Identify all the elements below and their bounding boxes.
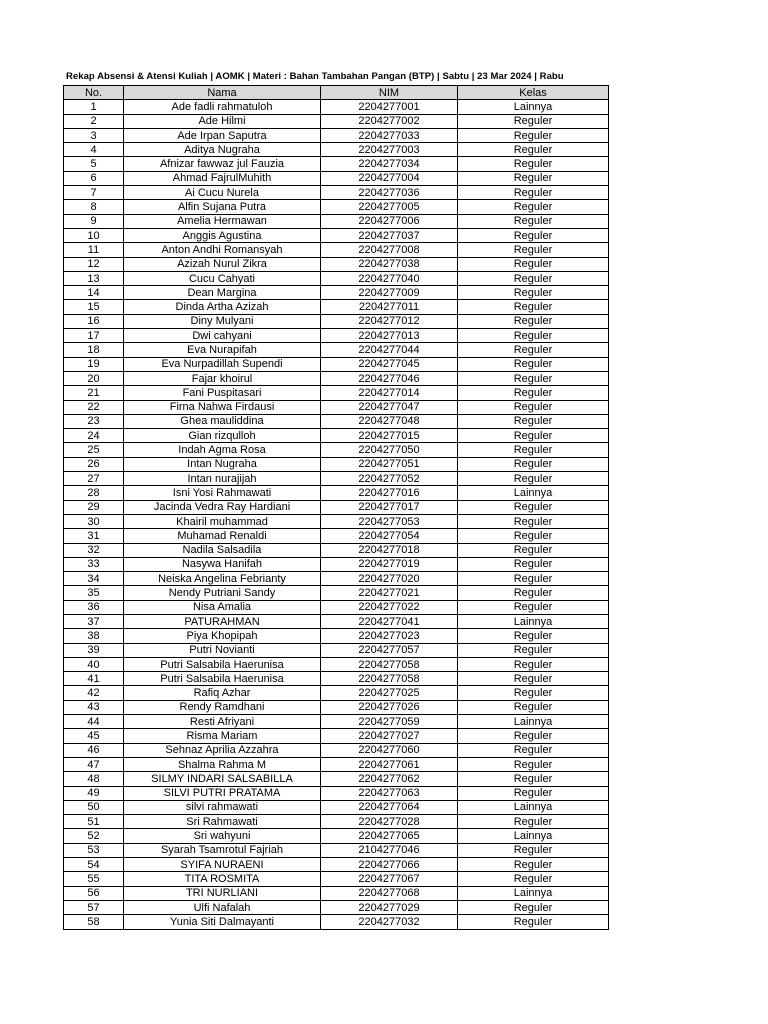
cell-no: 58 (64, 915, 124, 929)
cell-nim: 2204277063 (321, 786, 458, 800)
cell-nama: Neiska Angelina Febrianty (124, 572, 321, 586)
cell-nim: 2204277059 (321, 715, 458, 729)
cell-no: 38 (64, 629, 124, 643)
table-row (64, 629, 609, 643)
cell-nim: 2204277012 (321, 314, 458, 328)
cell-kelas: Reguler (458, 171, 609, 185)
cell-no: 49 (64, 786, 124, 800)
cell-nim: 2204277034 (321, 157, 458, 171)
table-row (64, 357, 609, 371)
cell-no: 4 (64, 143, 124, 157)
table-row (64, 228, 609, 242)
cell-no: 41 (64, 672, 124, 686)
table-row (64, 343, 609, 357)
table-row (64, 772, 609, 786)
table-row (64, 557, 609, 571)
cell-no: 27 (64, 472, 124, 486)
cell-kelas: Reguler (458, 186, 609, 200)
cell-nim: 2204277038 (321, 257, 458, 271)
cell-kelas: Reguler (458, 529, 609, 543)
cell-nim: 2204277040 (321, 271, 458, 285)
cell-kelas: Reguler (458, 357, 609, 371)
cell-nama: SYIFA NURAENI (124, 858, 321, 872)
cell-no: 29 (64, 500, 124, 514)
cell-nim: 2204277058 (321, 672, 458, 686)
table-row (64, 643, 609, 657)
cell-no: 18 (64, 343, 124, 357)
cell-nim: 2204277001 (321, 100, 458, 114)
cell-kelas: Reguler (458, 371, 609, 385)
cell-kelas: Reguler (458, 228, 609, 242)
table-row (64, 300, 609, 314)
cell-nim: 2204277052 (321, 472, 458, 486)
cell-kelas: Reguler (458, 557, 609, 571)
table-row (64, 900, 609, 914)
cell-nim: 2204277002 (321, 114, 458, 128)
cell-nim: 2204277061 (321, 757, 458, 771)
cell-nim: 2204277029 (321, 900, 458, 914)
cell-nama: Azizah Nurul Zikra (124, 257, 321, 271)
table-row (64, 500, 609, 514)
table-row (64, 429, 609, 443)
cell-nim: 2204277004 (321, 171, 458, 185)
cell-nama: TITA ROSMITA (124, 872, 321, 886)
cell-no: 9 (64, 214, 124, 228)
cell-kelas: Reguler (458, 286, 609, 300)
cell-no: 33 (64, 557, 124, 571)
cell-nama: Syarah Tsamrotul Fajriah (124, 843, 321, 857)
table-row (64, 614, 609, 628)
cell-nama: Ade Irpan Saputra (124, 128, 321, 142)
cell-nim: 2204277008 (321, 243, 458, 257)
cell-nim: 2204277020 (321, 572, 458, 586)
cell-nama: Anton Andhi Romansyah (124, 243, 321, 257)
cell-kelas: Reguler (458, 114, 609, 128)
cell-no: 24 (64, 429, 124, 443)
table-row (64, 715, 609, 729)
cell-nim: 2204277054 (321, 529, 458, 543)
cell-kelas: Reguler (458, 572, 609, 586)
cell-nim: 2204277057 (321, 643, 458, 657)
cell-nama: Nadila Salsadila (124, 543, 321, 557)
header-no: No. (64, 86, 124, 100)
cell-no: 19 (64, 357, 124, 371)
attendance-table (63, 85, 609, 930)
cell-nama: SILVI PUTRI PRATAMA (124, 786, 321, 800)
cell-no: 22 (64, 400, 124, 414)
header-kelas: Kelas (458, 86, 609, 100)
table-row (64, 514, 609, 528)
cell-nim: 2204277015 (321, 429, 458, 443)
cell-no: 56 (64, 886, 124, 900)
cell-nama: Intan nurajijah (124, 472, 321, 486)
cell-kelas: Lainnya (458, 829, 609, 843)
cell-nama: Nendy Putriani Sandy (124, 586, 321, 600)
cell-no: 7 (64, 186, 124, 200)
cell-nim: 2204277028 (321, 815, 458, 829)
cell-kelas: Reguler (458, 843, 609, 857)
cell-no: 42 (64, 686, 124, 700)
cell-kelas: Reguler (458, 157, 609, 171)
table-row (64, 529, 609, 543)
table-row (64, 672, 609, 686)
cell-no: 16 (64, 314, 124, 328)
cell-nim: 2204277066 (321, 858, 458, 872)
cell-nama: Nasywa Hanifah (124, 557, 321, 571)
cell-kelas: Reguler (458, 414, 609, 428)
cell-nim: 2204277005 (321, 200, 458, 214)
cell-nama: Sri Rahmawati (124, 815, 321, 829)
table-row (64, 858, 609, 872)
cell-no: 5 (64, 157, 124, 171)
table-row (64, 886, 609, 900)
cell-nim: 2204277051 (321, 457, 458, 471)
cell-no: 17 (64, 329, 124, 343)
cell-kelas: Lainnya (458, 614, 609, 628)
table-row (64, 457, 609, 471)
table-row (64, 200, 609, 214)
cell-nama: Anggis Agustina (124, 228, 321, 242)
cell-nama: Muhamad Renaldi (124, 529, 321, 543)
cell-nama: Nisa Amalia (124, 600, 321, 614)
cell-nim: 2204277023 (321, 629, 458, 643)
cell-kelas: Reguler (458, 672, 609, 686)
cell-no: 31 (64, 529, 124, 543)
cell-nama: Eva Nurpadillah Supendi (124, 357, 321, 371)
cell-kelas: Reguler (458, 543, 609, 557)
cell-nim: 2204277006 (321, 214, 458, 228)
cell-no: 35 (64, 586, 124, 600)
table-row (64, 114, 609, 128)
cell-no: 54 (64, 858, 124, 872)
cell-nim: 2204277068 (321, 886, 458, 900)
cell-nama: Yunia Siti Dalmayanti (124, 915, 321, 929)
cell-no: 48 (64, 772, 124, 786)
cell-nama: Ade fadli rahmatuloh (124, 100, 321, 114)
cell-kelas: Reguler (458, 214, 609, 228)
cell-kelas: Reguler (458, 143, 609, 157)
cell-kelas: Reguler (458, 815, 609, 829)
cell-kelas: Lainnya (458, 886, 609, 900)
cell-kelas: Lainnya (458, 100, 609, 114)
cell-nama: Eva Nurapifah (124, 343, 321, 357)
cell-kelas: Reguler (458, 858, 609, 872)
cell-no: 14 (64, 286, 124, 300)
cell-nim: 2204277060 (321, 743, 458, 757)
cell-kelas: Reguler (458, 500, 609, 514)
table-row (64, 186, 609, 200)
cell-nim: 2204277046 (321, 371, 458, 385)
cell-kelas: Reguler (458, 686, 609, 700)
cell-no: 8 (64, 200, 124, 214)
cell-no: 55 (64, 872, 124, 886)
table-row (64, 786, 609, 800)
cell-kelas: Reguler (458, 643, 609, 657)
cell-nama: Dwi cahyani (124, 329, 321, 343)
table-row (64, 757, 609, 771)
table-row (64, 157, 609, 171)
cell-kelas: Reguler (458, 514, 609, 528)
cell-kelas: Reguler (458, 257, 609, 271)
cell-no: 21 (64, 386, 124, 400)
cell-nim: 2204277048 (321, 414, 458, 428)
cell-nama: Resti Afriyani (124, 715, 321, 729)
table-row (64, 600, 609, 614)
cell-nama: Dean Margina (124, 286, 321, 300)
cell-no: 53 (64, 843, 124, 857)
cell-kelas: Reguler (458, 314, 609, 328)
cell-nama: Alfin Sujana Putra (124, 200, 321, 214)
table-row (64, 414, 609, 428)
cell-kelas: Reguler (458, 329, 609, 343)
cell-kelas: Reguler (458, 457, 609, 471)
table-row (64, 371, 609, 385)
cell-no: 40 (64, 657, 124, 671)
cell-no: 25 (64, 443, 124, 457)
table-row (64, 815, 609, 829)
cell-nama: silvi rahmawati (124, 800, 321, 814)
cell-nim: 2204277018 (321, 543, 458, 557)
cell-no: 32 (64, 543, 124, 557)
cell-kelas: Reguler (458, 629, 609, 643)
cell-no: 44 (64, 715, 124, 729)
table-row (64, 843, 609, 857)
cell-no: 23 (64, 414, 124, 428)
table-row (64, 743, 609, 757)
cell-nama: Putri Salsabila Haerunisa (124, 672, 321, 686)
cell-kelas: Reguler (458, 729, 609, 743)
table-row (64, 171, 609, 185)
document-title: Rekap Absensi & Atensi Kuliah | AOMK | Materi : Bahan Tambahan Pangan (BTP) | Sabtu | 23 Mar 2024 | Rabu (66, 71, 564, 82)
cell-no: 2 (64, 114, 124, 128)
cell-nama: PATURAHMAN (124, 614, 321, 628)
cell-kelas: Reguler (458, 700, 609, 714)
cell-nim: 2204277044 (321, 343, 458, 357)
table-row (64, 472, 609, 486)
cell-nim: 2204277019 (321, 557, 458, 571)
table-row (64, 271, 609, 285)
cell-nim: 2204277033 (321, 128, 458, 142)
cell-kelas: Reguler (458, 271, 609, 285)
cell-nim: 2204277032 (321, 915, 458, 929)
cell-nama: Fani Puspitasari (124, 386, 321, 400)
table-row (64, 829, 609, 843)
table-row (64, 915, 609, 929)
cell-kelas: Reguler (458, 915, 609, 929)
cell-nim: 2204277014 (321, 386, 458, 400)
cell-nim: 2204277062 (321, 772, 458, 786)
header-nim: NIM (321, 86, 458, 100)
cell-nim: 2204277025 (321, 686, 458, 700)
cell-kelas: Reguler (458, 872, 609, 886)
cell-kelas: Reguler (458, 443, 609, 457)
cell-nama: Rafiq Azhar (124, 686, 321, 700)
cell-kelas: Lainnya (458, 715, 609, 729)
cell-no: 52 (64, 829, 124, 843)
cell-nama: Ai Cucu Nurela (124, 186, 321, 200)
cell-no: 20 (64, 371, 124, 385)
cell-nim: 2204277047 (321, 400, 458, 414)
cell-nim: 2204277003 (321, 143, 458, 157)
cell-kelas: Reguler (458, 300, 609, 314)
cell-kelas: Reguler (458, 243, 609, 257)
table-row (64, 586, 609, 600)
table-row (64, 143, 609, 157)
cell-kelas: Reguler (458, 343, 609, 357)
cell-kelas: Reguler (458, 772, 609, 786)
cell-nama: Dinda Artha Azizah (124, 300, 321, 314)
cell-nama: Sehnaz Aprilia Azzahra (124, 743, 321, 757)
cell-no: 13 (64, 271, 124, 285)
cell-nim: 2204277016 (321, 486, 458, 500)
cell-no: 43 (64, 700, 124, 714)
cell-no: 50 (64, 800, 124, 814)
cell-nama: Risma Mariam (124, 729, 321, 743)
cell-nim: 2204277041 (321, 614, 458, 628)
table-row (64, 329, 609, 343)
cell-nama: SILMY INDARI SALSABILLA (124, 772, 321, 786)
cell-no: 10 (64, 228, 124, 242)
cell-nim: 2204277017 (321, 500, 458, 514)
table-body (64, 100, 609, 929)
table-row (64, 286, 609, 300)
table-row (64, 386, 609, 400)
cell-nama: Indah Agma Rosa (124, 443, 321, 457)
cell-no: 26 (64, 457, 124, 471)
cell-nim: 2104277046 (321, 843, 458, 857)
cell-nama: TRI NURLIANI (124, 886, 321, 900)
cell-nama: Intan Nugraha (124, 457, 321, 471)
cell-no: 46 (64, 743, 124, 757)
table-row (64, 100, 609, 114)
cell-nama: Fajar khoirul (124, 371, 321, 385)
cell-nim: 2204277065 (321, 829, 458, 843)
table-row (64, 443, 609, 457)
cell-nama: Isni Yosi Rahmawati (124, 486, 321, 500)
cell-nama: Ghea mauliddina (124, 414, 321, 428)
table-row (64, 486, 609, 500)
cell-no: 34 (64, 572, 124, 586)
table-row (64, 400, 609, 414)
cell-no: 39 (64, 643, 124, 657)
table-row (64, 243, 609, 257)
cell-nama: Shalma Rahma M (124, 757, 321, 771)
cell-nim: 2204277013 (321, 329, 458, 343)
cell-nama: Rendy Ramdhani (124, 700, 321, 714)
cell-nama: Khairil muhammad (124, 514, 321, 528)
cell-no: 45 (64, 729, 124, 743)
cell-kelas: Reguler (458, 200, 609, 214)
table-row (64, 128, 609, 142)
cell-kelas: Lainnya (458, 800, 609, 814)
cell-nama: Ade Hilmi (124, 114, 321, 128)
cell-no: 28 (64, 486, 124, 500)
cell-nim: 2204277027 (321, 729, 458, 743)
cell-kelas: Reguler (458, 657, 609, 671)
cell-kelas: Lainnya (458, 486, 609, 500)
cell-kelas: Reguler (458, 586, 609, 600)
cell-kelas: Reguler (458, 472, 609, 486)
table-row (64, 800, 609, 814)
table-row (64, 872, 609, 886)
cell-nama: Sri wahyuni (124, 829, 321, 843)
cell-nama: Afnizar fawwaz jul Fauzia (124, 157, 321, 171)
cell-no: 51 (64, 815, 124, 829)
cell-no: 47 (64, 757, 124, 771)
cell-nama: Ulfi Nafalah (124, 900, 321, 914)
cell-nama: Gian rizqulloh (124, 429, 321, 443)
cell-kelas: Reguler (458, 400, 609, 414)
cell-nim: 2204277067 (321, 872, 458, 886)
cell-no: 11 (64, 243, 124, 257)
table-row (64, 700, 609, 714)
cell-nama: Cucu Cahyati (124, 271, 321, 285)
cell-nama: Putri Salsabila Haerunisa (124, 657, 321, 671)
cell-kelas: Reguler (458, 600, 609, 614)
table-header-row (64, 86, 609, 100)
cell-kelas: Reguler (458, 386, 609, 400)
cell-nim: 2204277022 (321, 600, 458, 614)
cell-kelas: Reguler (458, 900, 609, 914)
cell-nama: Piya Khopipah (124, 629, 321, 643)
cell-nim: 2204277021 (321, 586, 458, 600)
table-row (64, 314, 609, 328)
cell-nama: Amelia Hermawan (124, 214, 321, 228)
cell-nim: 2204277058 (321, 657, 458, 671)
table-row (64, 214, 609, 228)
table-row (64, 729, 609, 743)
table-row (64, 543, 609, 557)
cell-kelas: Reguler (458, 429, 609, 443)
cell-nama: Firna Nahwa Firdausi (124, 400, 321, 414)
cell-no: 1 (64, 100, 124, 114)
table-row (64, 657, 609, 671)
cell-nim: 2204277050 (321, 443, 458, 457)
cell-no: 15 (64, 300, 124, 314)
table-row (64, 686, 609, 700)
cell-nim: 2204277064 (321, 800, 458, 814)
table-row (64, 257, 609, 271)
cell-nim: 2204277026 (321, 700, 458, 714)
cell-nim: 2204277053 (321, 514, 458, 528)
cell-nim: 2204277009 (321, 286, 458, 300)
cell-nama: Jacinda Vedra Ray Hardiani (124, 500, 321, 514)
cell-nama: Ahmad FajrulMuhith (124, 171, 321, 185)
cell-nama: Putri Novianti (124, 643, 321, 657)
cell-nama: Aditya Nugraha (124, 143, 321, 157)
cell-nama: Diny Mulyani (124, 314, 321, 328)
cell-nim: 2204277037 (321, 228, 458, 242)
cell-kelas: Reguler (458, 786, 609, 800)
cell-no: 3 (64, 128, 124, 142)
cell-no: 6 (64, 171, 124, 185)
cell-no: 37 (64, 614, 124, 628)
cell-no: 57 (64, 900, 124, 914)
cell-kelas: Reguler (458, 128, 609, 142)
cell-no: 36 (64, 600, 124, 614)
cell-no: 12 (64, 257, 124, 271)
header-nama: Nama (124, 86, 321, 100)
cell-nim: 2204277045 (321, 357, 458, 371)
cell-kelas: Reguler (458, 743, 609, 757)
cell-kelas: Reguler (458, 757, 609, 771)
cell-nim: 2204277011 (321, 300, 458, 314)
cell-no: 30 (64, 514, 124, 528)
cell-nim: 2204277036 (321, 186, 458, 200)
table-row (64, 572, 609, 586)
